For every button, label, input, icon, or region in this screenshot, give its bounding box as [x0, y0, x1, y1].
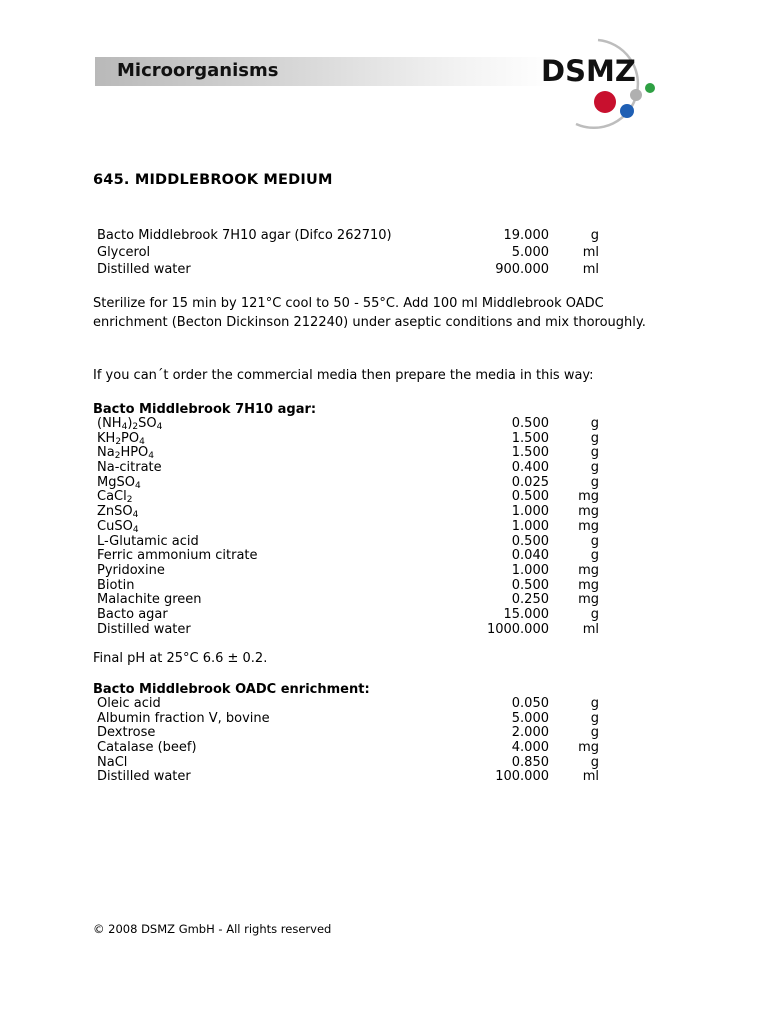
ingredient-unit: g	[590, 460, 599, 476]
ingredient-unit: g	[590, 228, 599, 243]
ingredient-unit: g	[590, 606, 599, 622]
ingredient-amount: 2.000	[511, 725, 549, 741]
ingredient-amount: 15.000	[503, 606, 549, 622]
dsmz-logo	[528, 36, 676, 134]
ingredient-amount: 0.500	[511, 533, 549, 549]
ingredient-name: Dextrose	[97, 725, 156, 741]
ingredient-name: Pyridoxine	[97, 562, 165, 578]
ingredient-unit: g	[590, 725, 599, 741]
ingredient-row	[97, 726, 607, 741]
ingredient-unit: mg	[578, 740, 599, 756]
ingredient-row	[97, 697, 607, 712]
ingredient-name: Distilled water	[97, 262, 191, 277]
logo-blue-dot	[620, 104, 634, 118]
ingredient-row	[97, 579, 607, 594]
ingredient-row	[97, 261, 607, 278]
ingredient-amount: 100.000	[495, 769, 549, 785]
agar-ingredients-table	[97, 417, 607, 637]
ingredient-row	[97, 490, 607, 505]
ingredient-name: Distilled water	[97, 769, 191, 785]
ingredient-name: Bacto Middlebrook 7H10 agar (Difco 262710)	[97, 228, 392, 243]
ingredient-row	[97, 446, 607, 461]
ingredient-name: $Na_2HPO_4$	[97, 445, 155, 462]
ingredient-row	[97, 244, 607, 261]
ingredient-row	[97, 476, 607, 491]
ingredient-amount: 0.025	[511, 474, 549, 490]
ingredient-row	[97, 712, 607, 727]
ingredient-amount: 0.040	[511, 548, 549, 564]
ingredient-row	[97, 564, 607, 579]
oadc-ingredients-table	[97, 697, 607, 785]
ingredient-unit: g	[590, 445, 599, 461]
ingredient-amount: 0.500	[511, 577, 549, 593]
ingredient-amount: 900.000	[495, 262, 549, 277]
ingredient-amount: 1.000	[511, 504, 549, 520]
ingredient-amount: 0.500	[511, 489, 549, 505]
alternative-note: If you can´t order the commercial media then prepare the media in this way:	[93, 368, 594, 383]
ingredient-amount: 1.000	[511, 518, 549, 534]
ingredient-row	[97, 770, 607, 785]
ingredient-row	[97, 623, 607, 638]
ingredient-row	[97, 593, 607, 608]
ingredient-unit: mg	[578, 592, 599, 608]
ingredient-name: CaCl$_2$	[97, 489, 133, 506]
agar-section-heading: Bacto Middlebrook 7H10 agar:	[93, 402, 317, 417]
medium-title: 645. MIDDLEBROOK MEDIUM	[93, 172, 333, 188]
sterilization-line: Sterilize for 15 min by 121°C cool to 50 - 55°C. Add 100 ml Middlebrook OADC	[93, 296, 604, 311]
ingredient-name: Catalase (beef)	[97, 740, 197, 756]
ingredient-amount: 0.250	[511, 592, 549, 608]
ingredient-row	[97, 432, 607, 447]
ingredient-row	[97, 741, 607, 756]
final-ph: Final pH at 25°C 6.6 ± 0.2.	[93, 651, 268, 666]
ingredient-unit: g	[590, 533, 599, 549]
ingredient-unit: ml	[582, 769, 599, 785]
ingredient-row	[97, 461, 607, 476]
ingredient-amount: 0.500	[511, 416, 549, 431]
ingredient-row	[97, 535, 607, 550]
base-ingredients-table	[97, 227, 607, 278]
ingredient-name: Albumin fraction V, bovine	[97, 710, 270, 726]
ingredient-name: MgSO$_4$	[97, 474, 141, 491]
ingredient-amount: 0.400	[511, 460, 549, 476]
ingredient-name: Biotin	[97, 577, 135, 593]
ingredient-amount: 1000.000	[486, 621, 549, 637]
ingredient-name: Oleic acid	[97, 696, 161, 711]
ingredient-unit: g	[590, 696, 599, 711]
ingredient-name: L-Glutamic acid	[97, 533, 199, 549]
ingredient-amount: 0.850	[511, 754, 549, 770]
ingredient-amount: 5.000	[511, 710, 549, 726]
ingredient-amount: 5.000	[511, 245, 549, 260]
header-banner	[95, 57, 555, 86]
ingredient-name: Bacto agar	[97, 606, 168, 622]
ingredient-unit: g	[590, 710, 599, 726]
ingredient-name: Malachite green	[97, 592, 202, 608]
ingredient-row	[97, 505, 607, 520]
sterilization-line: enrichment (Becton Dickinson 212240) under aseptic conditions and mix thoroughly.	[93, 315, 646, 330]
ingredient-amount: 1.000	[511, 562, 549, 578]
ingredient-amount: 1.500	[511, 445, 549, 461]
ingredient-row	[97, 608, 607, 623]
ingredient-name: NaCl	[97, 754, 128, 770]
ingredient-name: $KH_2PO_4$	[97, 430, 145, 447]
logo-red-dot	[594, 91, 616, 113]
ingredient-row	[97, 756, 607, 771]
ingredient-name: CuSO$_4$	[97, 518, 139, 535]
ingredient-amount: 4.000	[511, 740, 549, 756]
ingredient-unit: mg	[578, 577, 599, 593]
ingredient-name: $(NH_4)_2SO_4$	[97, 416, 163, 432]
ingredient-unit: g	[590, 754, 599, 770]
ingredient-row	[97, 549, 607, 564]
ingredient-unit: ml	[582, 262, 599, 277]
ingredient-name: ZnSO$_4$	[97, 504, 139, 521]
logo-grey-dot	[630, 89, 642, 101]
ingredient-row	[97, 417, 607, 432]
ingredient-unit: g	[590, 416, 599, 431]
logo-green-dot	[645, 83, 655, 93]
sterilization-instructions	[93, 294, 673, 332]
ingredient-unit: mg	[578, 518, 599, 534]
ingredient-unit: ml	[582, 245, 599, 260]
logo-text: DSMZ	[541, 54, 636, 88]
ingredient-row	[97, 227, 607, 244]
ingredient-name: Na-citrate	[97, 460, 162, 476]
ingredient-unit: ml	[582, 621, 599, 637]
ingredient-unit: g	[590, 474, 599, 490]
ingredient-name: Ferric ammonium citrate	[97, 548, 258, 564]
ingredient-row	[97, 520, 607, 535]
ingredient-amount: 19.000	[503, 228, 549, 243]
copyright-footer: © 2008 DSMZ GmbH - All rights reserved	[93, 922, 332, 936]
ingredient-unit: mg	[578, 489, 599, 505]
ingredient-name: Glycerol	[97, 245, 151, 260]
ingredient-unit: g	[590, 430, 599, 446]
ingredient-amount: 1.500	[511, 430, 549, 446]
banner-title: Microorganisms	[117, 60, 279, 81]
ingredient-unit: g	[590, 548, 599, 564]
ingredient-name: Distilled water	[97, 621, 191, 637]
ingredient-unit: mg	[578, 562, 599, 578]
ingredient-amount: 0.050	[511, 696, 549, 711]
oadc-section-heading: Bacto Middlebrook OADC enrichment:	[93, 682, 370, 697]
ingredient-unit: mg	[578, 504, 599, 520]
